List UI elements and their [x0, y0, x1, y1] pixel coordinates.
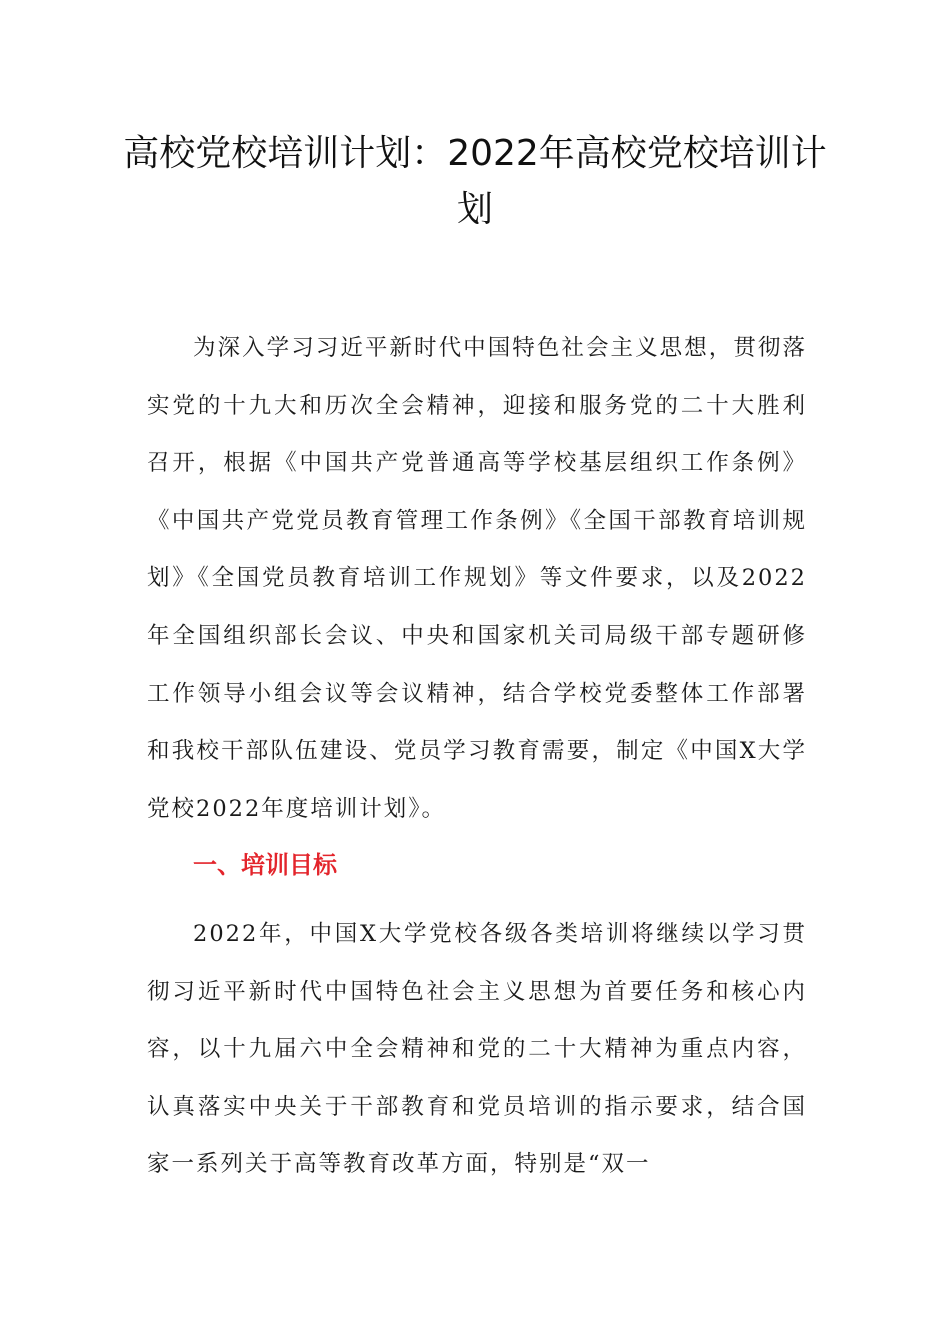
- intro-paragraph: 为深入学习习近平新时代中国特色社会主义思想，贯彻落实党的十九大和历次全会精神，迎接和服务党的二十大胜利召开，根据《中国共产党普通高等学校基层组织工作条例》《中国共产党党员教育管理工作条例》《全国干部教育培训规划》《全国党员教育培训工作规划》等文件要求，以及2022年全国组织部长会议、中央和国家机关司局级干部专题研修工作领导小组会议等会议精神，结合学校党委整体工作部署和我校干部队伍建设、党员学习教育需要，制定《中国X大学党校2022年度培训计划》。: [147, 335, 807, 822]
- goals-paragraph: 2022年，中国X大学党校各级各类培训将继续以学习贯彻习近平新时代中国特色社会主义思想为首要任务和核心内容，以十九届六中全会精神和党的二十大精神为重点内容，认真落实中央关于干部教育和党员培训的指示要求，结合国家一系列关于高等教育改革方面，特别是“双一: [147, 921, 807, 1178]
- document-title: 高校党校培训计划：2022年高校党校培训计划: [123, 133, 827, 230]
- section-heading-training-goals: 一、培训目标: [193, 851, 337, 879]
